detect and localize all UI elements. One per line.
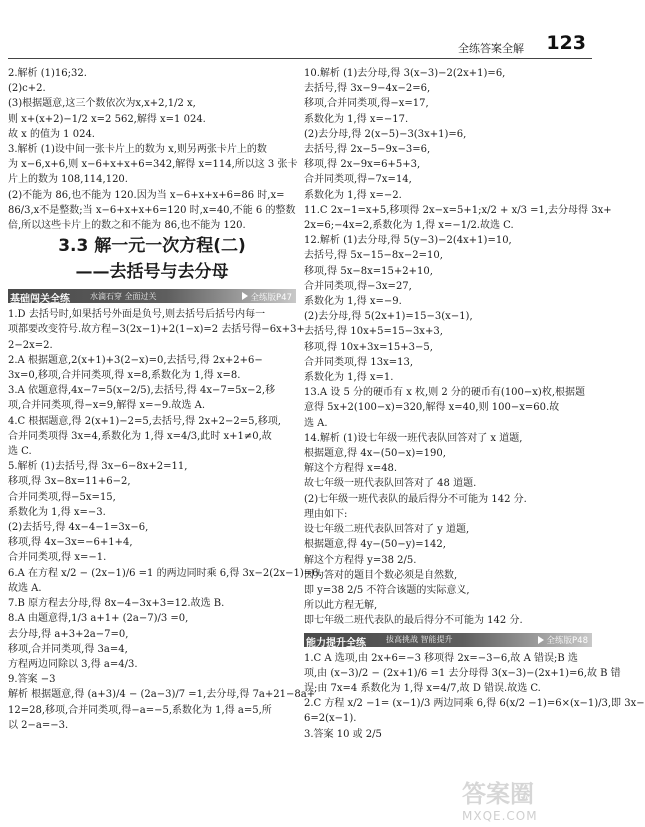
answer-line: 系数化为 1,得 x=1. (304, 372, 394, 384)
watermark-url: MXQE.COM (462, 809, 538, 823)
answer-line: 合并同类项,得−3x=27, (304, 280, 412, 292)
answer-line: 理由如下: (304, 508, 348, 520)
answer-line: 意得 5x+2(100−x)=320,解得 x=40,则 100−x=60.故 (304, 402, 560, 414)
answer-line: 2x=6;−4x=2,系数化为 1,得 x=−1/2.故选 C. (304, 220, 514, 232)
answer-line: 系数化为 1,得 x=−17. (304, 113, 409, 125)
page-header (0, 0, 600, 58)
answer-line: 9.答案 −3 (8, 674, 56, 686)
answer-line: 4.C 根据题意,得 2(x+1)−2=5,去括号,得 2x+2−2=5,移项, (8, 415, 281, 427)
page-number: 123 (546, 32, 586, 54)
answer-line: 项,合并同类项,得−x=9,解得 x=−9.故选 A. (8, 400, 205, 412)
answer-line: 5.解析 (1)去括号,得 3x−6−8x+2=11, (8, 461, 188, 473)
right-answers-part1 (304, 66, 612, 629)
answer-line: 1.C A 选项,由 2x+6=−3 移项得 2x=−3−6,故 A 错误;B 选 (304, 652, 578, 664)
banner-title: 基础闯关全练 (10, 294, 70, 306)
answer-line: 2−2x=2. (8, 339, 53, 351)
answer-line: 移项,得 4x−3x=−6+1+4, (8, 537, 133, 549)
answer-line: 项都要改变符号.故方程−3(2x−1)+2(1−x)=2 去括号得−6x+3+ (8, 324, 305, 336)
watermark-text: 答案圈 (462, 780, 534, 808)
answer-line: 系数化为 1,得 x=−2. (304, 189, 402, 201)
answer-line: 即七年级二班代表队的最后得分不可能为 142 分. (304, 615, 523, 627)
answer-line: (2)去括号,得 4x−4−1=3x−6, (8, 522, 149, 534)
answer-line: 倍,所以这些卡片上的数之和不能为 86,也不能为 120. (8, 220, 246, 232)
answer-line: (2)c+2. (8, 83, 46, 95)
watermark-logo (462, 774, 592, 822)
answer-line: 移项,合并同类项,得 3a=4, (8, 643, 128, 655)
answer-line: 故选 A. (8, 582, 42, 594)
answer-line: 所以此方程无解, (304, 600, 378, 612)
left-answers-part2 (8, 307, 322, 733)
answer-line: 移项,得 3x−8x=11+6−2, (8, 476, 131, 488)
answer-line: 合并同类项,得 x=−1. (8, 552, 107, 564)
answer-line: 12=28,移项,合并同类项,得−a=−5,系数化为 1,得 a=5,所 (8, 704, 272, 716)
answer-line: (2)去分母,得 5(2x+1)=15−3(x−1), (304, 311, 473, 323)
answer-line: 6.A 在方程 x/2 − (2x−1)/6 =1 的两边同时乘 6,得 3x−2(2x−1)=6. (8, 567, 322, 579)
section-title: 3.3 解一元一次方程(二) (58, 236, 246, 257)
answer-line: 则 x+(x+2)−1/2 x=2 562,解得 x=1 024. (8, 113, 206, 125)
answer-line: 移项,得 5x−8x=15+2+10, (304, 265, 433, 277)
basic-practice-banner (8, 289, 296, 306)
answer-line: 2.A 根据题意,2(x+1)+3(2−x)=0,去括号,得 2x+2+6− (8, 354, 263, 366)
answer-line: (2)不能为 86,也不能为 120.因为当 x−6+x+x+6=86 时,x= (8, 189, 285, 201)
answer-line: 去分母,得 a+3+2a−7=0, (8, 628, 129, 640)
answer-line: 方程两边同除以 3,得 a=4/3. (8, 658, 138, 670)
answer-line: (2)七年级一班代表队的最后得分不可能为 142 分. (304, 493, 527, 505)
banner-subtitle: 拔高挑战 智能提升 (386, 635, 453, 645)
answer-line: 项,由 (x−3)/2 − (2x+1)/6 =1 去分母得 3(x−3)−(2x+1)=6,故 B 错 (304, 667, 621, 679)
answer-line: 合并同类项,得−7x=14, (304, 174, 412, 186)
answer-line: (3)根据题意,这三个数依次为x,x+2,1/2 x, (8, 98, 196, 110)
left-column (8, 66, 322, 733)
answer-line: 根据题意,得 4x−(50−x)=190, (304, 448, 446, 460)
answer-line: 2.C 方程 x/2 −1= (x−1)/3 两边同乘 6,得 6(x/2 −1)=6×(x−1)/3,即 3x− (304, 698, 645, 710)
banner-subtitle: 水滴石穿 全面过关 (90, 291, 157, 301)
arrow-icon (242, 292, 248, 300)
answer-line: 合并同类项,得 13x=13, (304, 356, 414, 368)
answer-line: 2.解析 (1)16;32. (8, 68, 87, 79)
answer-line: 为 x−6,x+6,则 x−6+x+x+6=342,解得 x=114,所以这 3 张卡 (8, 159, 298, 171)
answer-line: 1.D 去括号时,如果括号外面是负号,则去括号后括号内每一 (8, 309, 266, 321)
right-answers-part2 (304, 651, 645, 742)
answer-line: 13.A 设 5 分的硬币有 x 枚,则 2 分的硬币有(100−x)枚,根据题 (304, 387, 586, 399)
answer-line: 即 y=38 2/5 不符合该题的实际意义, (304, 584, 470, 596)
answer-line: 7.B 原方程去分母,得 8x−4−3x+3=12.故选 B. (8, 598, 225, 610)
answer-line: 3.答案 10 或 2/5 (304, 728, 382, 740)
banner-reference: 全练版P48 (546, 636, 588, 647)
section-subtitle: ——去括号与去分母 (75, 262, 229, 283)
banner-title: 能力提升全练 (306, 637, 366, 649)
answer-line: 移项,合并同类项,得−x=17, (304, 98, 429, 110)
answer-line: 3.A 依题意得,4x−7=5(x−2/5),去括号,得 4x−7=5x−2,移 (8, 385, 276, 397)
answer-line: 3.解析 (1)设中间一张卡片上的数为 x,则另两张卡片上的数 (8, 144, 267, 156)
answer-line: 因为答对的题目个数必须是自然数, (304, 569, 458, 581)
answer-line: 14.解析 (1)设七年级一班代表队回答对了 x 道题, (304, 432, 523, 444)
answer-line: 8.A 由题意得,1/3 a+1+ (2a−7)/3 =0, (8, 613, 189, 625)
answer-line: 选 A. (304, 417, 328, 429)
answer-line: 以 2−a=−3. (8, 719, 69, 731)
answer-line: 3x=0,移项,合并同类项,得 x=8,系数化为 1,得 x=8. (8, 370, 241, 382)
answer-line: 解这个方程得 y=38 2/5. (304, 554, 417, 566)
advanced-practice-banner (304, 633, 592, 647)
header-rule (8, 58, 592, 59)
banner-reference: 全练版P47 (250, 292, 292, 303)
answer-line: 片上的数为 108,114,120. (8, 174, 128, 186)
answer-line: 12.解析 (1)去分母,得 5(y−3)−2(4x+1)=10, (304, 235, 512, 247)
answer-line: 选 C. (8, 446, 32, 458)
right-column (304, 66, 645, 742)
answer-line: 移项,得 10x+3x=15+3−5, (304, 341, 433, 353)
header-title: 全练答案全解 (458, 42, 524, 55)
answer-line: 去括号,得 10x+5=15−3x+3, (304, 326, 443, 338)
answer-line: 系数化为 1,得 x=−9. (304, 296, 402, 308)
answer-line: 故七年级一班代表队回答对了 48 道题. (304, 478, 477, 490)
answer-line: 去括号,得 2x−5−9x−3=6, (304, 144, 431, 156)
answer-line: 11.C 2x−1=x+5,移项得 2x−x=5+1;x/2 + x/3 =1,去分母得 3x+ (304, 204, 612, 216)
answer-line: 10.解析 (1)去分母,得 3(x−3)−2(2x+1)=6, (304, 68, 506, 79)
answer-line: 根据题意,得 4y−(50−y)=142, (304, 539, 446, 551)
answer-line: 移项,得 2x−9x=6+5+3, (304, 159, 421, 171)
answer-line: 解这个方程得 x=48. (304, 463, 398, 475)
answer-line: 故 x 的值为 1 024. (8, 128, 95, 140)
answer-line: 合并同类项得 3x=4,系数化为 1,得 x=4/3,此时 x+1≠0,故 (8, 430, 272, 442)
answer-line: 设七年级二班代表队回答对了 y 道题, (304, 524, 470, 536)
answer-line: (2)去分母,得 2(x−5)−3(3x+1)=6, (304, 128, 467, 140)
left-answers-part1 (8, 66, 296, 233)
answer-line: 去括号,得 3x−9−4x−2=6, (304, 83, 431, 95)
answer-line: 去括号,得 5x−15−8x−2=10, (304, 250, 443, 262)
answer-line: 合并同类项,得−5x=15, (8, 491, 116, 503)
answer-line: 误;由 7x=4 系数化为 1,得 x=4/7,故 D 错误.故选 C. (304, 682, 541, 694)
answer-line: 86/3,x不是整数;当 x−6+x+x+6=120 时,x=40,不能 6 的整数 (8, 204, 296, 216)
answer-line: 6=2(x−1). (304, 713, 357, 725)
arrow-icon (538, 636, 544, 644)
answer-line: 解析 根据题意,得 (a+3)/4 − (2a−3)/7 =1,去分母,得 7a+21−8a+ (8, 689, 316, 701)
answer-line: 系数化为 1,得 x=−3. (8, 506, 106, 518)
